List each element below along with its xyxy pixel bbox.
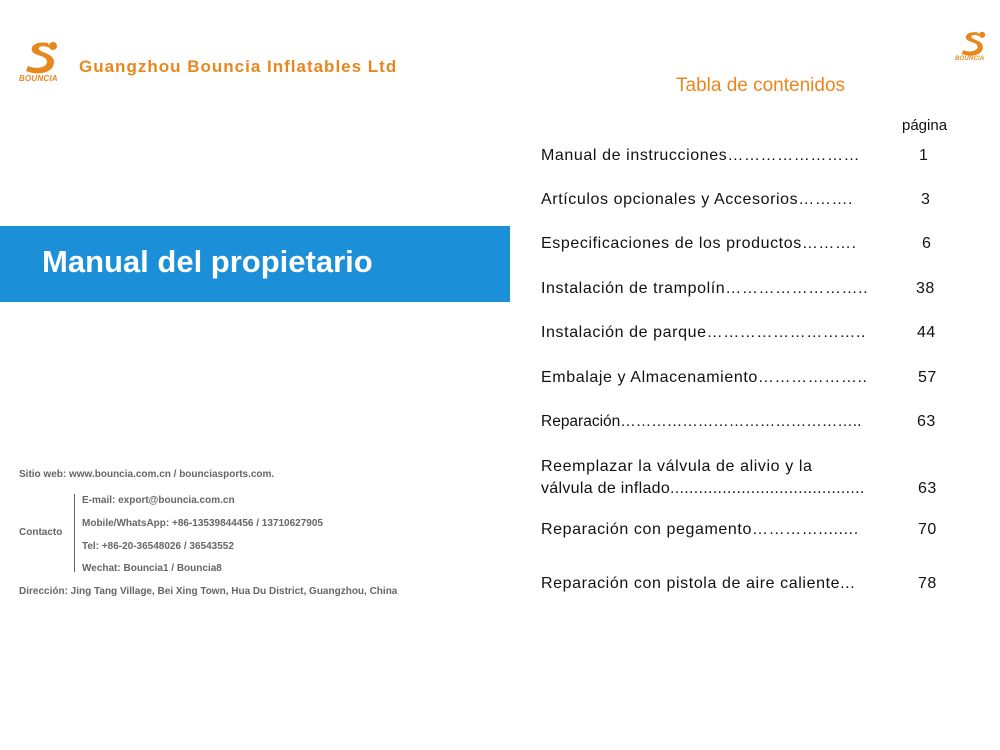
toc-page-number: 1: [919, 147, 929, 164]
bouncia-s-icon: [957, 30, 989, 58]
toc-entry: Instalación de trampolín……………………..: [541, 280, 869, 297]
toc-page-number: 63: [918, 480, 937, 497]
toc-page-number: 57: [918, 369, 937, 386]
bouncia-s-icon: [20, 40, 62, 76]
toc-entry: Reparación con pegamento…………........: [541, 521, 859, 538]
tel-line: Tel: +86-20-36548026 / 36543552: [82, 541, 234, 552]
bouncia-logo-small: [957, 30, 989, 64]
toc-page-number: 78: [918, 575, 937, 592]
toc-entry: Instalación de parque………………………..: [541, 324, 867, 341]
toc-page-number: 63: [917, 413, 936, 430]
toc-entry: Especificaciones de los productos……….: [541, 235, 857, 252]
contact-divider: [74, 494, 75, 572]
logo-wordmark: BOUNCIA: [19, 74, 58, 83]
bouncia-logo: [20, 40, 62, 82]
toc-entry: Reparación………………………………………..: [541, 413, 862, 430]
contact-label: Contacto: [19, 527, 63, 538]
toc-title: Tabla de contenidos: [676, 75, 846, 96]
toc-entry: Reparación con pistola de aire caliente...: [541, 575, 856, 592]
toc-page-number: 3: [921, 191, 931, 208]
toc-page-number: 44: [917, 324, 936, 341]
toc-page-number: 70: [918, 521, 937, 538]
logo-wordmark: BOUNCIA: [955, 56, 985, 62]
toc-entry-line1: Reemplazar la válvula de alivio y la: [541, 458, 813, 475]
website-line: Sitio web: www.bouncia.com.cn / bounciasports.com.: [19, 469, 275, 480]
title-banner: [0, 226, 510, 302]
email-line: E-mail: export@bouncia.com.cn: [82, 495, 235, 506]
toc-entry: Manual de instrucciones……………………: [541, 147, 861, 164]
toc-page-number: 6: [922, 235, 932, 252]
wechat-line: Wechat: Bouncia1 / Bouncia8: [82, 563, 222, 574]
mobile-line: Mobile/WhatsApp: +86-13539844456 / 13710627905: [82, 518, 323, 529]
toc-entry: Embalaje y Almacenamiento………………..: [541, 369, 868, 386]
manual-title: Manual del propietario: [42, 244, 373, 279]
toc-page-number: 38: [916, 280, 935, 297]
toc-entry: Artículos opcionales y Accesorios……….: [541, 191, 854, 208]
toc-entry-line2: válvula de inflado.........................................: [541, 480, 865, 497]
toc-page-header: página: [902, 117, 948, 134]
company-name: Guangzhou Bouncia Inflatables Ltd: [79, 57, 398, 76]
address-line: Dirección: Jing Tang Village, Bei Xing Town, Hua Du District, Guangzhou, China: [19, 586, 398, 597]
